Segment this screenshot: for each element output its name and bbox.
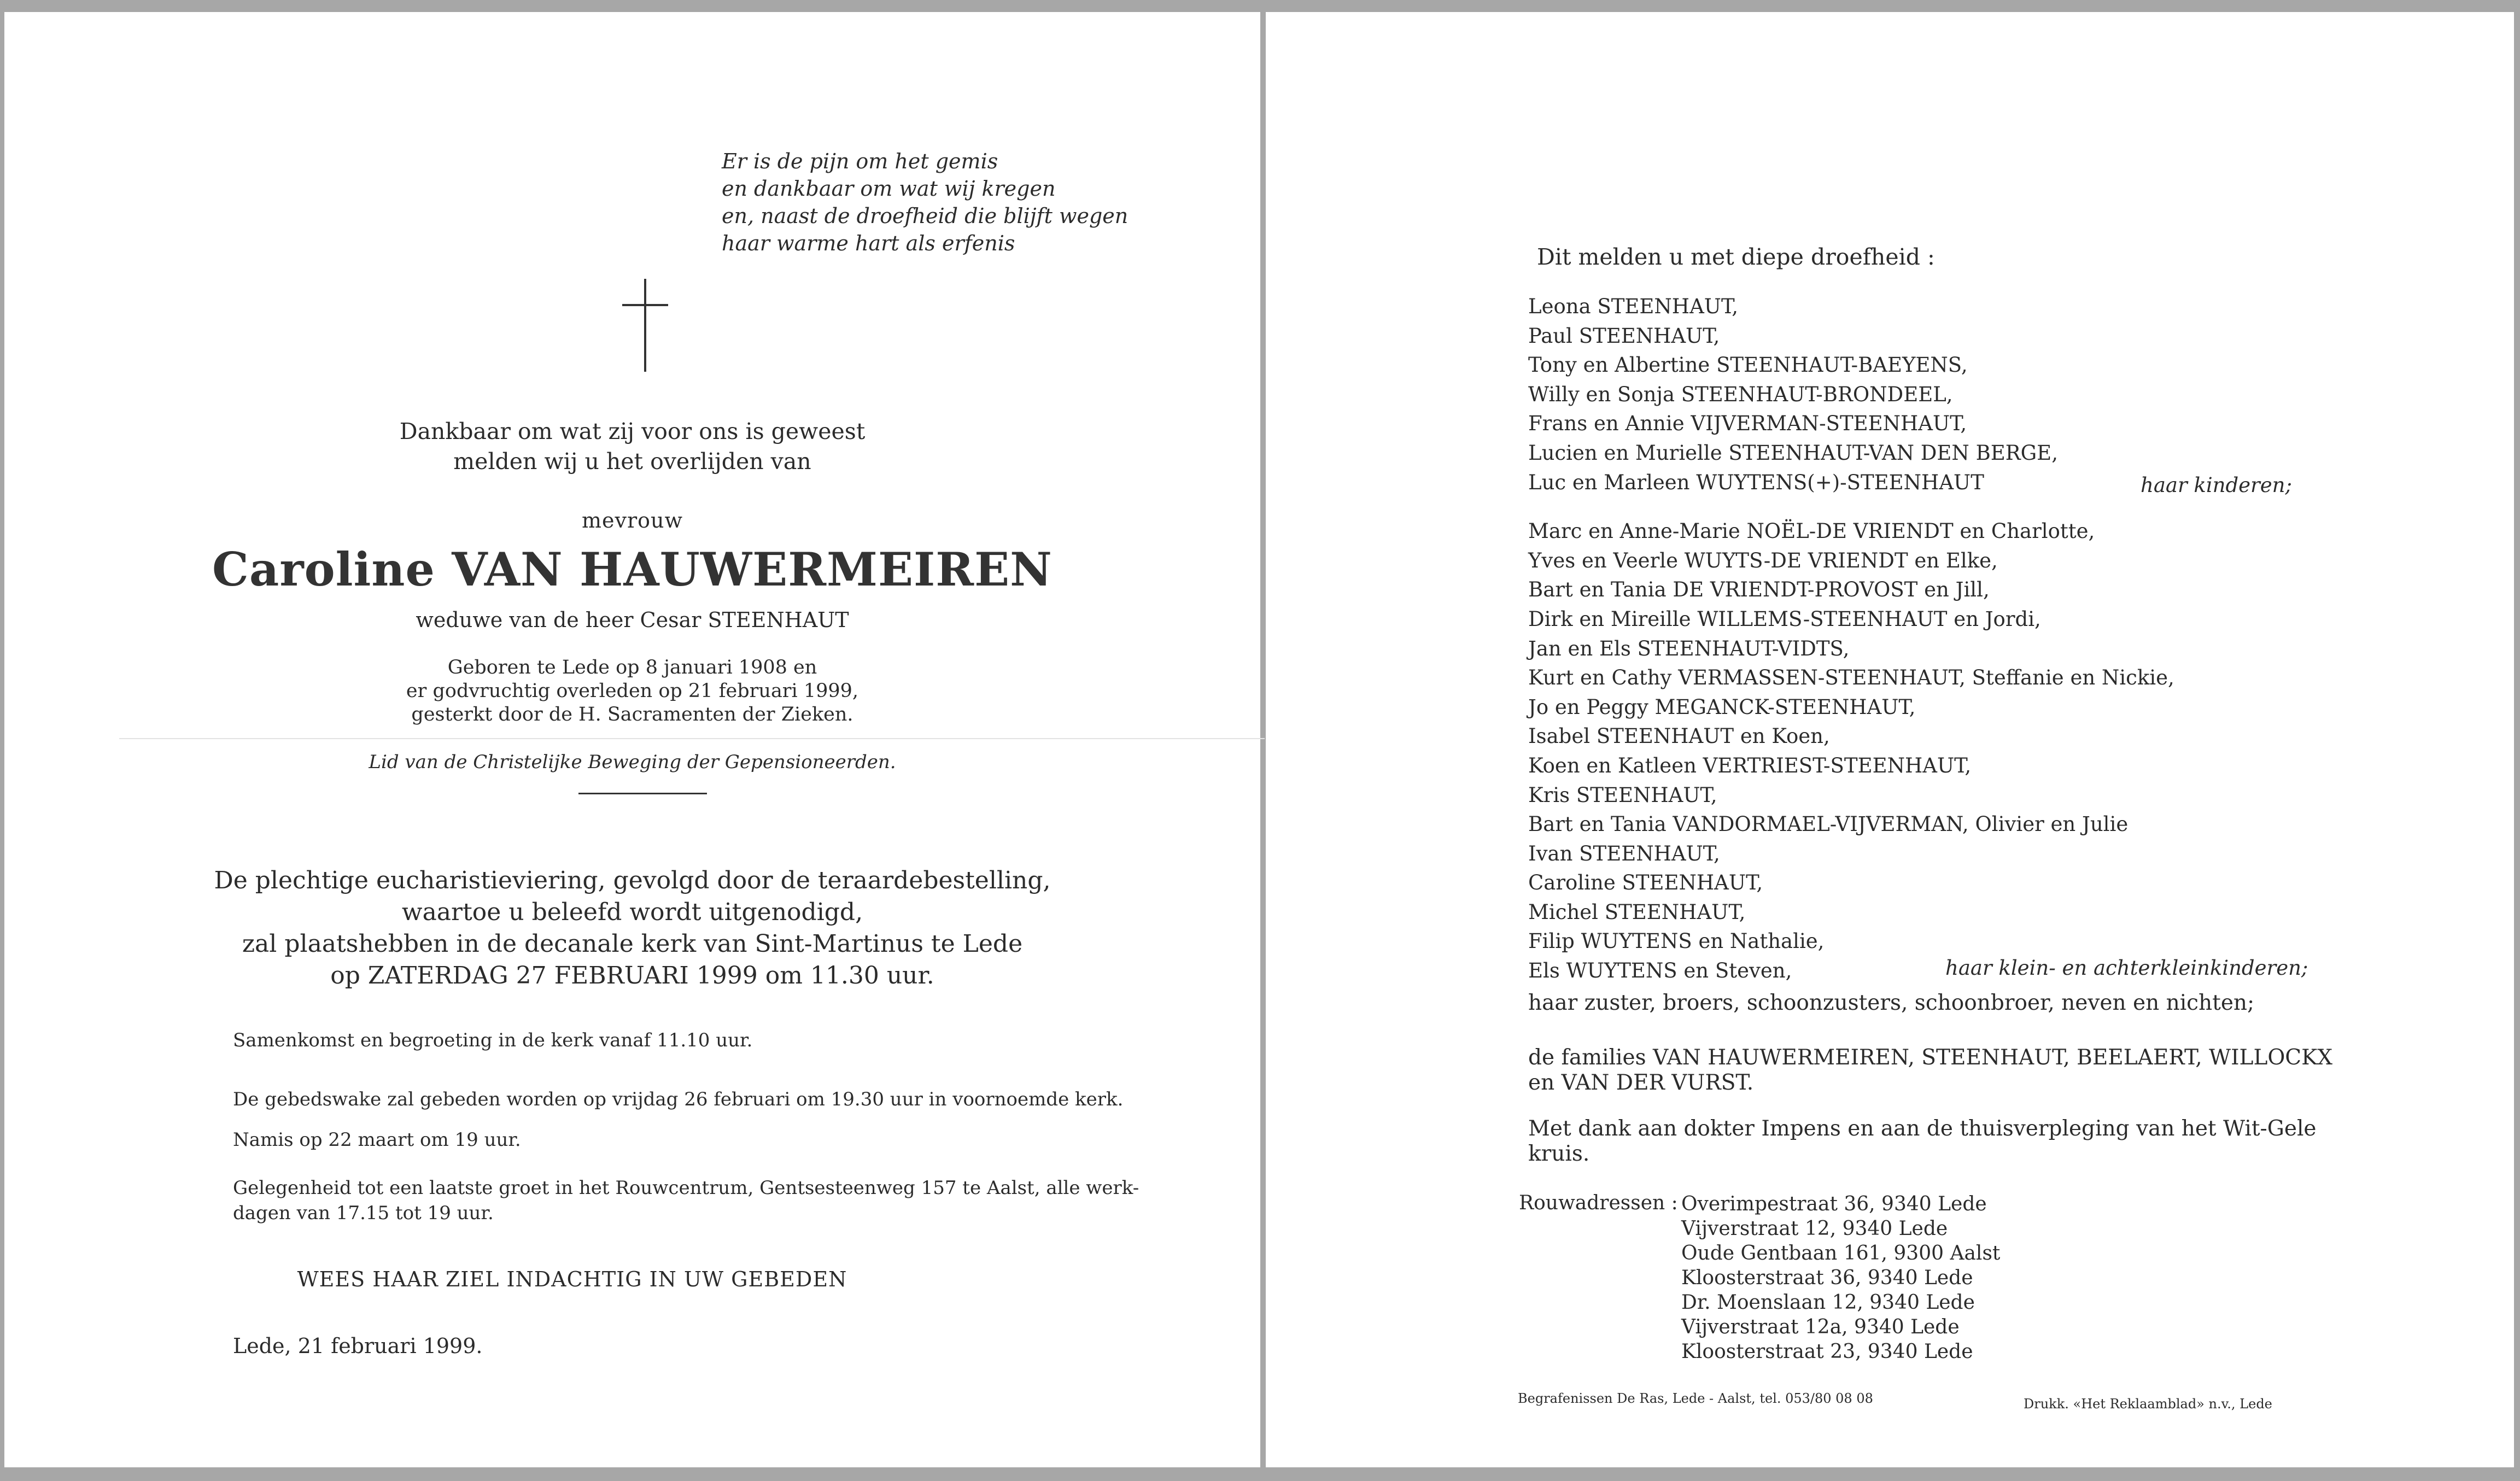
list-item: Dirk en Mireille WILLEMS-STEENHAUT en Jordi,: [1528, 607, 2041, 631]
undertaker-credit: Begrafenissen De Ras, Lede - Aalst, tel. 053/80 08 08: [1518, 1391, 1873, 1406]
poem-line: haar warme hart als erfenis: [722, 231, 1015, 255]
address-item: Oude Gentbaan 161, 9300 Aalst: [1681, 1242, 2001, 1265]
list-item: Filip WUYTENS en Nathalie,: [1528, 929, 1825, 953]
list-item: Leona STEENHAUT,: [1528, 295, 1738, 318]
grandchildren-note: haar klein- en achterkleinkinderen;: [1945, 956, 2308, 980]
families-line: en VAN DER VURST.: [1528, 1070, 1754, 1095]
grandchildren-group: [1528, 517, 2174, 986]
address-item: Dr. Moenslaan 12, 9340 Lede: [1681, 1291, 1975, 1314]
place-date: Lede, 21 februari 1999.: [233, 1334, 483, 1358]
left-page: [4, 12, 1260, 1467]
list-item: Paul STEENHAUT,: [1528, 324, 1720, 348]
ceremony-info: [4, 865, 1260, 992]
list-item: Kris STEENHAUT,: [1528, 783, 1717, 807]
last-greeting: [233, 1175, 1139, 1226]
gebedswake: De gebedswake zal gebeden worden op vrijdag 26 februari om 19.30 uur in voornoemde kerk.: [233, 1088, 1124, 1110]
honorific: mevrouw: [581, 508, 683, 532]
list-item: Ivan STEENHAUT,: [1528, 841, 1720, 865]
last-greeting-line: dagen van 17.15 tot 19 uur.: [233, 1202, 494, 1224]
poem-line: en, naast de droefheid die blijft wegen: [722, 204, 1129, 228]
address-item: Kloosterstraat 36, 9340 Lede: [1681, 1267, 1973, 1289]
announcement-line: Dankbaar om wat zij voor ons is geweest: [399, 418, 866, 444]
intro: Dit melden u met diepe droefheid :: [1537, 244, 1935, 270]
printer-credit: Drukk. «Het Reklaamblad» n.v., Lede: [2024, 1396, 2272, 1412]
membership: Lid van de Christelijke Beweging der Gepensioneerden.: [369, 751, 896, 773]
birth-death-line: Geboren te Lede op 8 januari 1908 en: [447, 657, 817, 678]
birth-death-info: [4, 656, 1260, 727]
list-item: Jo en Peggy MEGANCK-STEENHAUT,: [1528, 695, 1916, 719]
prayer-request: WEES HAAR ZIEL INDACHTIG IN UW GEBEDEN: [297, 1267, 847, 1291]
list-item: Koen en Katleen VERTRIEST-STEENHAUT,: [1528, 753, 1972, 777]
poem: [722, 148, 1128, 257]
children-note: haar kinderen;: [2141, 473, 2292, 497]
address-item: Vijverstraat 12a, 9340 Lede: [1681, 1316, 1960, 1338]
widow-line: weduwe van de heer Cesar STEENHAUT: [416, 608, 849, 632]
right-page: [1266, 12, 2514, 1467]
children-group: [1528, 292, 2174, 497]
list-item: Bart en Tania VANDORMAEL-VIJVERMAN, Olivier en Julie: [1528, 812, 2129, 836]
ceremony-line: waartoe u beleefd wordt uitgenodigd,: [401, 898, 863, 926]
list-item: Luc en Marleen WUYTENS(+)-STEENHAUT: [1528, 470, 1984, 494]
deceased-name: Caroline VAN HAUWERMEIREN: [212, 542, 1053, 596]
list-item: Jan en Els STEENHAUT-VIDTS,: [1528, 636, 1850, 660]
list-item: Caroline STEENHAUT,: [1528, 871, 1763, 895]
list-item: Frans en Annie VIJVERMAN-STEENHAUT,: [1528, 412, 1967, 436]
divider: [578, 793, 707, 794]
fold-line: [119, 738, 1265, 739]
families: [1528, 1045, 2332, 1096]
thanks-note-line: Met dank aan dokter Impens en aan de thuisverpleging van het Wit-Gele: [1528, 1116, 2317, 1141]
poem-line: en dankbaar om wat wij kregen: [722, 177, 1056, 201]
last-greeting-line: Gelegenheid tot een laatste groet in het Rouwcentrum, Gentsesteenweg 157 te Aalst, alle werk-: [233, 1177, 1139, 1199]
address-item: Kloosterstraat 23, 9340 Lede: [1681, 1340, 1973, 1363]
ceremony-line: zal plaatshebben in de decanale kerk van Sint-Martinus te Lede: [242, 930, 1023, 958]
family-list: [1528, 292, 2174, 986]
list-item: Marc en Anne-Marie NOËL-DE VRIENDT en Charlotte,: [1528, 519, 2095, 543]
list-item: Isabel STEENHAUT en Koen,: [1528, 724, 1830, 748]
list-item: Willy en Sonja STEENHAUT-BRONDEEL,: [1528, 382, 1953, 406]
list-item: Els WUYTENS en Steven,: [1528, 959, 1792, 983]
announcement: [4, 417, 1260, 477]
address-item: Vijverstraat 12, 9340 Lede: [1681, 1217, 1948, 1240]
namis: Namis op 22 maart om 19 uur.: [233, 1129, 521, 1151]
thanks-note-line: kruis.: [1528, 1142, 1590, 1166]
siblings: haar zuster, broers, schoonzusters, schoonbroer, neven en nichten;: [1528, 991, 2255, 1015]
address-list: [1681, 1192, 2000, 1364]
list-item: Kurt en Cathy VERMASSEN-STEENHAUT, Steffanie en Nickie,: [1528, 666, 2174, 690]
families-line: de families VAN HAUWERMEIREN, STEENHAUT, BEELAERT, WILLOCKX: [1528, 1045, 2333, 1070]
address-item: Overimpestraat 36, 9340 Lede: [1681, 1193, 1987, 1215]
poem-line: Er is de pijn om het gemis: [722, 149, 998, 173]
list-item: Yves en Veerle WUYTS-DE VRIENDT en Elke,: [1528, 548, 1998, 572]
announcement-line: melden wij u het overlijden van: [453, 448, 811, 475]
birth-death-line: er godvruchtig overleden op 21 februari 1999,: [406, 680, 859, 702]
list-item: Michel STEENHAUT,: [1528, 900, 1746, 924]
ceremony-line: De plechtige eucharistieviering, gevolgd door de teraardebestelling,: [214, 867, 1051, 894]
ceremony-line: op ZATERDAG 27 FEBRUARI 1999 om 11.30 uur.: [330, 962, 934, 990]
list-item: Lucien en Murielle STEENHAUT-VAN DEN BERGE,: [1528, 441, 2058, 465]
thanks-note: [1528, 1116, 2317, 1167]
birth-death-line: gesterkt door de H. Sacramenten der Zieken.: [411, 704, 853, 725]
addresses-label: Rouwadressen :: [1519, 1192, 1678, 1214]
samenkomst: Samenkomst en begroeting in de kerk vanaf 11.10 uur.: [233, 1029, 753, 1051]
list-item: Bart en Tania DE VRIENDT-PROVOST en Jill,: [1528, 578, 1990, 602]
list-item: Tony en Albertine STEENHAUT-BAEYENS,: [1528, 353, 1968, 377]
